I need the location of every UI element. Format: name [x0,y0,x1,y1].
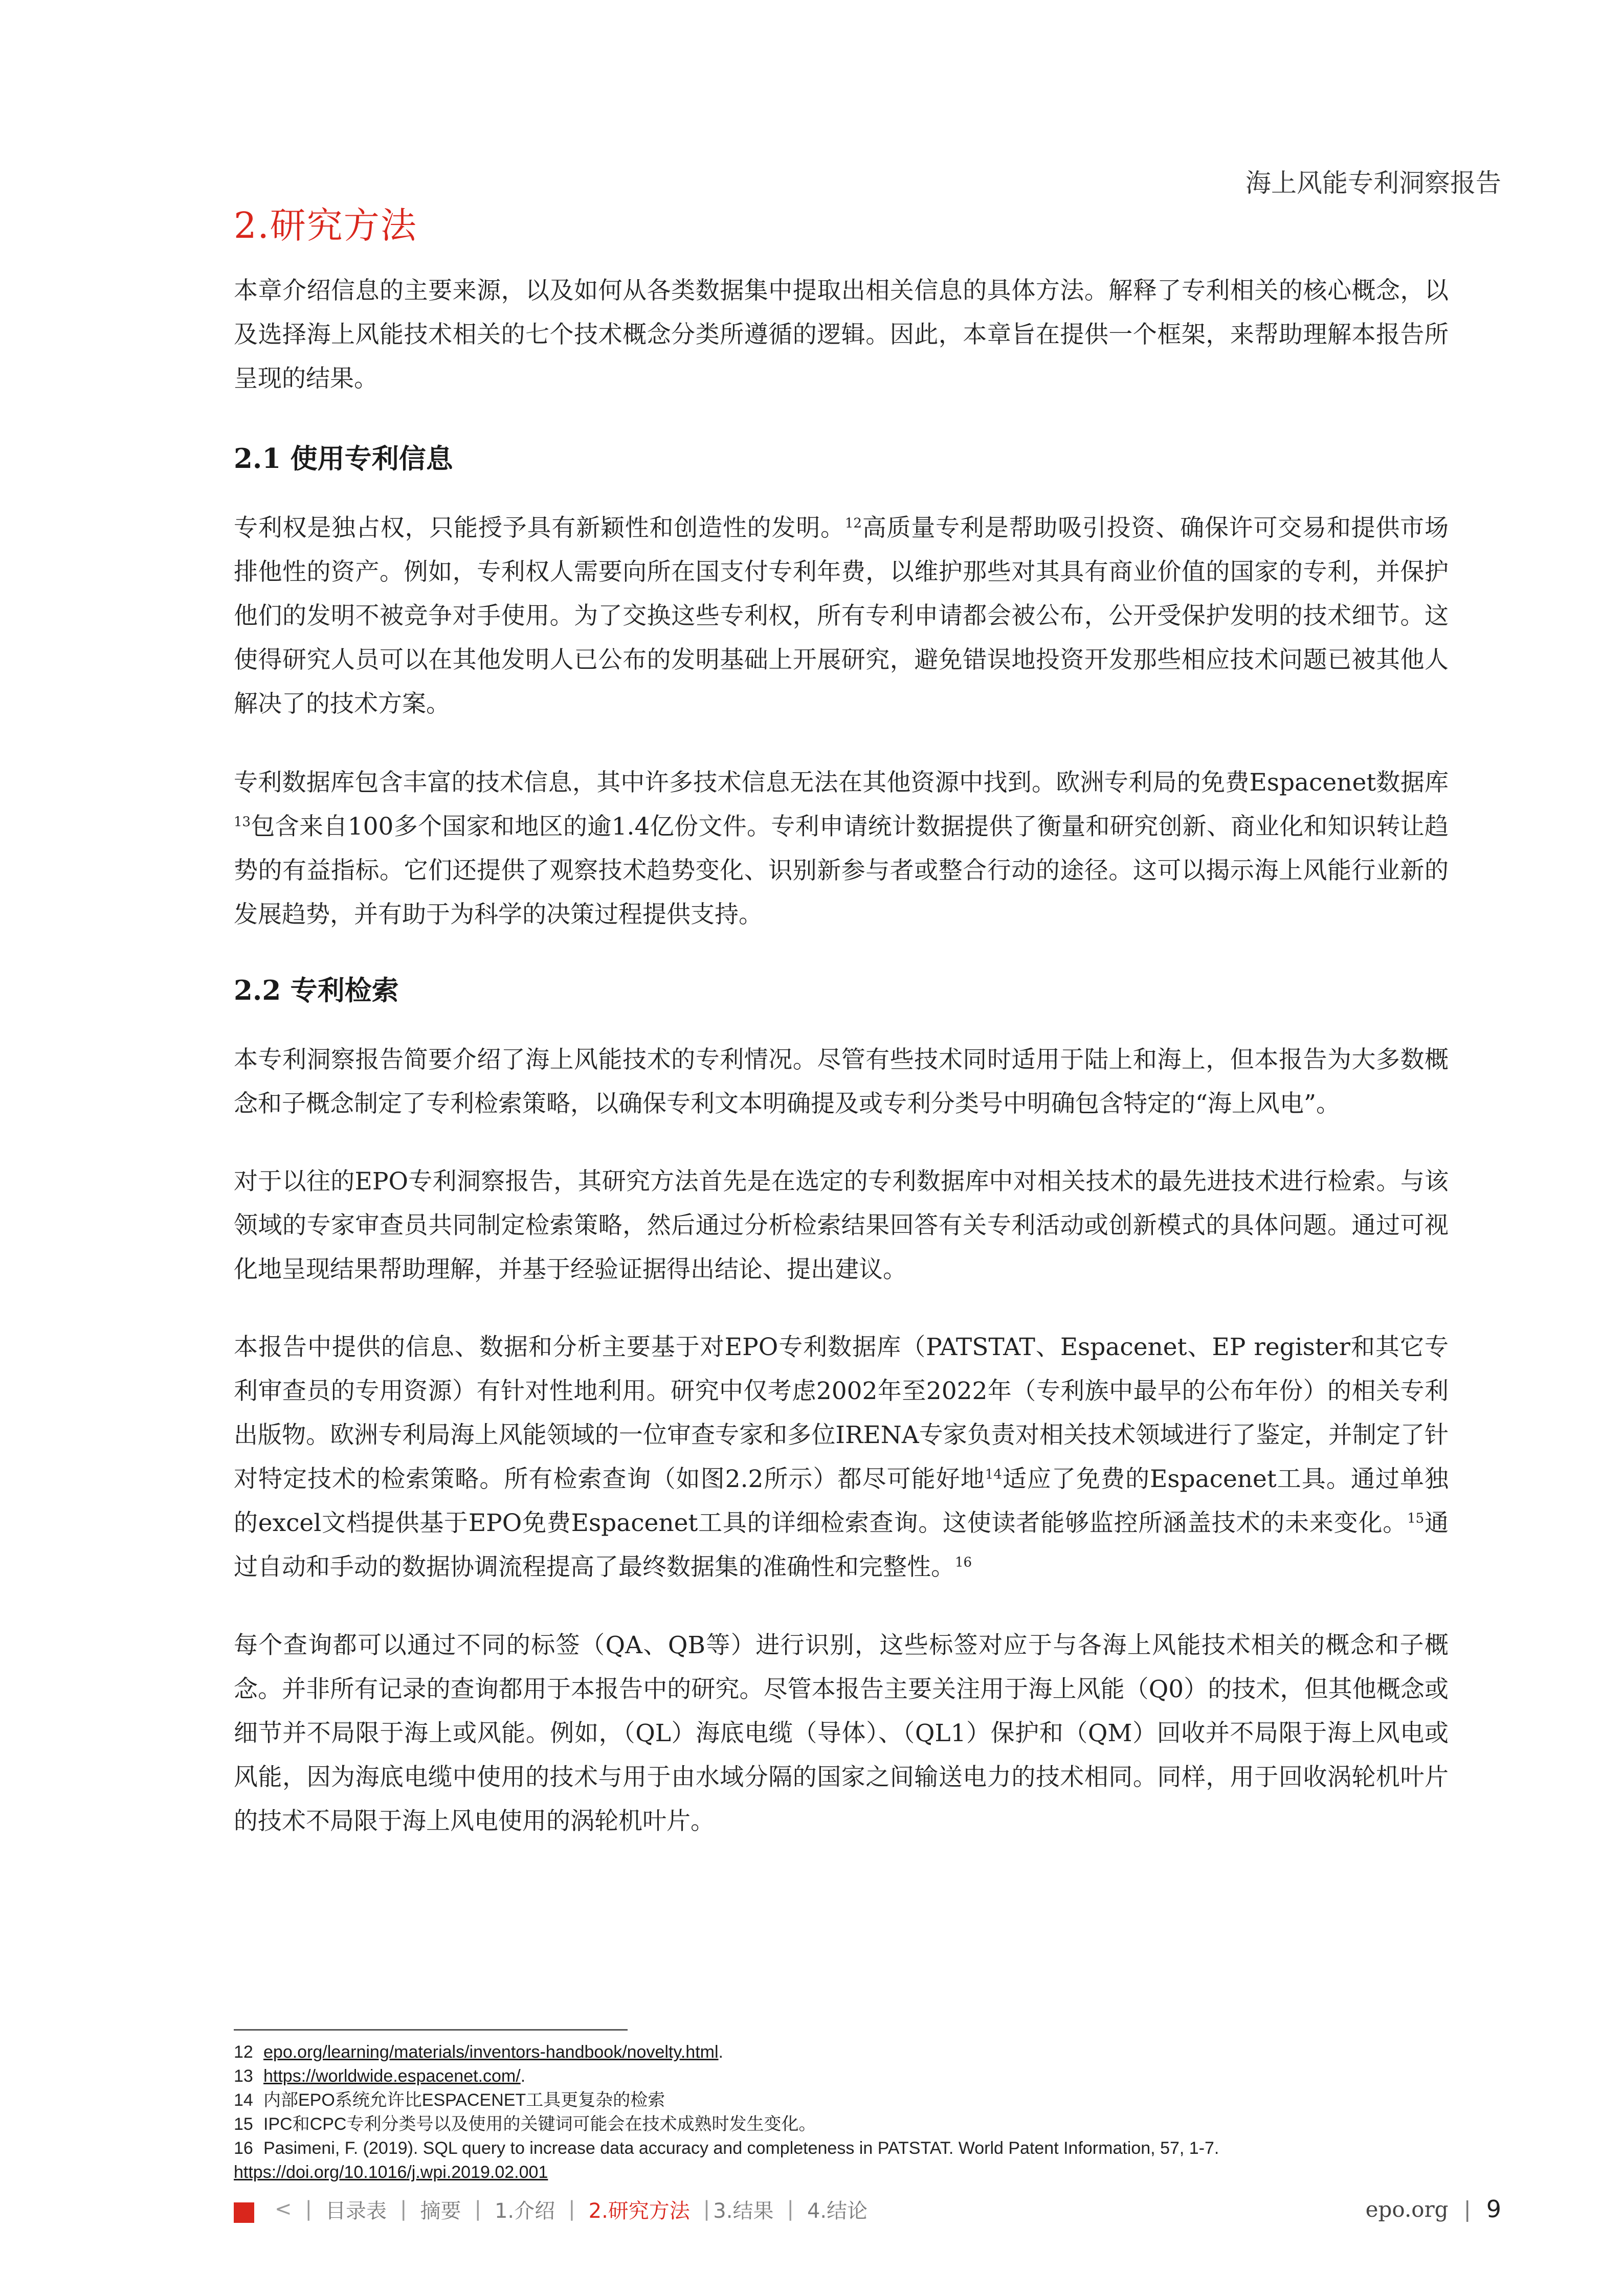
footnote-tail: . [718,2042,723,2062]
footnote-text: Pasimeni, F. (2019). SQL query to increase data accuracy and completeness in PATSTAT. World Patent Information, 57, 1-7. [263,2139,1219,2158]
paragraph-2-1-a [234,506,1449,726]
footer-navigation [234,2194,867,2224]
site-link[interactable]: epo.org [1365,2196,1449,2222]
text-run: 高质量专利是帮助吸引投资、确保许可交易和提供市场排他性的资产。例如，专利权人需要向所在国支付专利年费，以维护那些对其具有商业价值的国家的专利，并保护他们的发明不被竞争对手使用。为了交换这些专利权，所有专利申请都会被公布，公开受保护发明的技术细节。这使得研究人员可以在其他发明人已公布的发明基础上开展研究，避免错误地投资开发那些相应技术问题已被其他人解决了的技术方案。 [234,514,1449,718]
text-run: 本报告中提供的信息、数据和分析主要基于对EPO专利数据库（PATSTAT、Espacenet、EP register和其它专利审查员的专用资源）有针对性地利用。研究中仅考虑2002年至2022年（专利族中最早的公布年份）的相关专利出版物。欧洲专利局海上风能领域的一位审查专家和多位IRENA专家负责对相关技术领域进行了鉴定，并制定了针对特定技术的检索策略。所有检索查询（如图2.2所示）都尽可能好地 [234,1333,1449,1493]
brand-square-icon [234,2202,254,2223]
nav-separator: | [400,2197,407,2221]
nav-separator: | [474,2197,481,2221]
running-header: 海上风能专利洞察报告 [1245,168,1501,198]
nav-item-results[interactable]: 3.结果 [713,2199,774,2223]
footnote-number: 12 [234,2042,253,2062]
footnote-16-continued [234,2160,1512,2185]
paragraph-2-1-b [234,761,1449,937]
nav-separator: | [787,2197,794,2221]
paragraph-2-2-b: 对于以往的EPO专利洞察报告，其研究方法首先是在选定的专利数据库中对相关技术的最先进技术进行检索。与该领域的专家审查员共同制定检索策略，然后通过分析检索结果回答有关专利活动或创新模式的具体问题。通过可视化地呈现结果帮助理解，并基于经验证据得出结论、提出建议。 [234,1167,1449,1284]
footnote-16 [234,2136,1512,2160]
text-run: 专利数据库包含丰富的技术信息，其中许多技术信息无法在其他资源中找到。欧洲专利局的免费Espacenet数据库 [234,769,1449,797]
page-number: 9 [1486,2195,1501,2223]
footnote-ref-14[interactable]: 14 [985,1467,1002,1482]
paragraph-2-2-a: 本专利洞察报告简要介绍了海上风能技术的专利情况。尽管有些技术同时适用于陆上和海上，但本报告为大多数概念和子概念制定了专利检索策略，以确保专利文本明确提及或专利分类号中明确包含特定的“海上风电”。 [234,1046,1449,1118]
footer-divider: | [1463,2196,1471,2222]
footnote-text: 内部EPO系统允许比ESPACENET工具更复杂的检索 [263,2090,665,2110]
footnotes [234,2040,1512,2185]
section-title-2-2: 2.2 专利检索 [234,975,399,1006]
footnote-ref-15[interactable]: 15 [1407,1511,1425,1526]
intro-paragraph: 本章介绍信息的主要来源，以及如何从各类数据集中提取出相关信息的具体方法。解释了专利相关的核心概念，以及选择海上风能技术相关的七个技术概念分类所遵循的逻辑。因此，本章旨在提供一个框架，来帮助理解本报告所呈现的结果。 [234,277,1449,393]
text-run: 适应了免费的Espacenet工具。通过单独的excel文档提供基于EPO免费Espacenet工具的详细检索查询。这使读者能够监控所涵盖技术的未来变化。 [234,1465,1449,1537]
nav-item-summary[interactable]: 摘要 [420,2199,461,2223]
footnote-text: IPC和CPC专利分类号以及使用的关键词可能会在技术成熟时发生变化。 [263,2114,816,2134]
footnote-number: 14 [234,2090,253,2110]
footnote-divider [234,2029,628,2031]
back-arrow-icon[interactable]: < [275,2197,292,2221]
footer-right [1366,2194,1501,2224]
footnote-13 [234,2064,1512,2088]
text-run: 通过自动和手动的数据协调流程提高了最终数据集的准确性和完整性。 [234,1509,1449,1581]
nav-separator: | [703,2197,710,2221]
footnote-link[interactable]: epo.org/learning/materials/inventors-handbook/novelty.html [263,2042,719,2062]
nav-item-methodology[interactable]: 2.研究方法 [588,2199,690,2223]
footnote-ref-13[interactable]: 13 [234,814,251,830]
nav-item-introduction[interactable]: 1.介绍 [494,2199,555,2223]
text-run: 专利权是独占权，只能授予具有新颖性和创造性的发明。 [234,514,845,542]
paragraph-2-2-c [234,1325,1449,1589]
nav-item-conclusion[interactable]: 4.结论 [807,2199,868,2223]
footnote-number: 15 [234,2114,253,2134]
footnote-ref-12[interactable]: 12 [844,515,862,531]
section-title-2-1: 2.1 使用专利信息 [234,443,453,475]
footnote-tail: . [520,2066,526,2086]
footnote-ref-16[interactable]: 16 [955,1555,972,1570]
footnote-number: 13 [234,2066,253,2086]
nav-separator: | [305,2197,312,2221]
footnote-number: 16 [234,2139,253,2158]
footnote-link[interactable]: https://worldwide.espacenet.com/ [263,2066,521,2086]
nav-separator: | [568,2197,575,2221]
footnote-12 [234,2040,1512,2064]
footnote-14 [234,2088,1512,2112]
chapter-title: 2.研究方法 [234,205,417,246]
text-run: 包含来自100多个国家和地区的逾1.4亿份文件。专利申请统计数据提供了衡量和研究创新、商业化和知识转让趋势的有益指标。它们还提供了观察技术趋势变化、识别新参与者或整合行动的途径。这可以揭示海上风能行业新的发展趋势，并有助于为科学的决策过程提供支持。 [234,813,1449,929]
footnote-doi-link[interactable]: https://doi.org/10.1016/j.wpi.2019.02.001 [234,2163,548,2182]
paragraph-2-2-d: 每个查询都可以通过不同的标签（QA、QB等）进行识别，这些标签对应于与各海上风能技术相关的概念和子概念。并非所有记录的查询都用于本报告中的研究。尽管本报告主要关注用于海上风能（Q0）的技术，但其他概念或细节并不局限于海上或风能。例如，（QL）海底电缆（导体）、（QL1）保护和（QM）回收并不局限于海上风电或风能，因为海底电缆中使用的技术与用于由水域分隔的国家之间输送电力的技术相同。同样，用于回收涡轮机叶片的技术不局限于海上风电使用的涡轮机叶片。 [234,1631,1449,1835]
footnote-15 [234,2112,1512,2136]
nav-item-toc[interactable]: 目录表 [325,2199,387,2223]
